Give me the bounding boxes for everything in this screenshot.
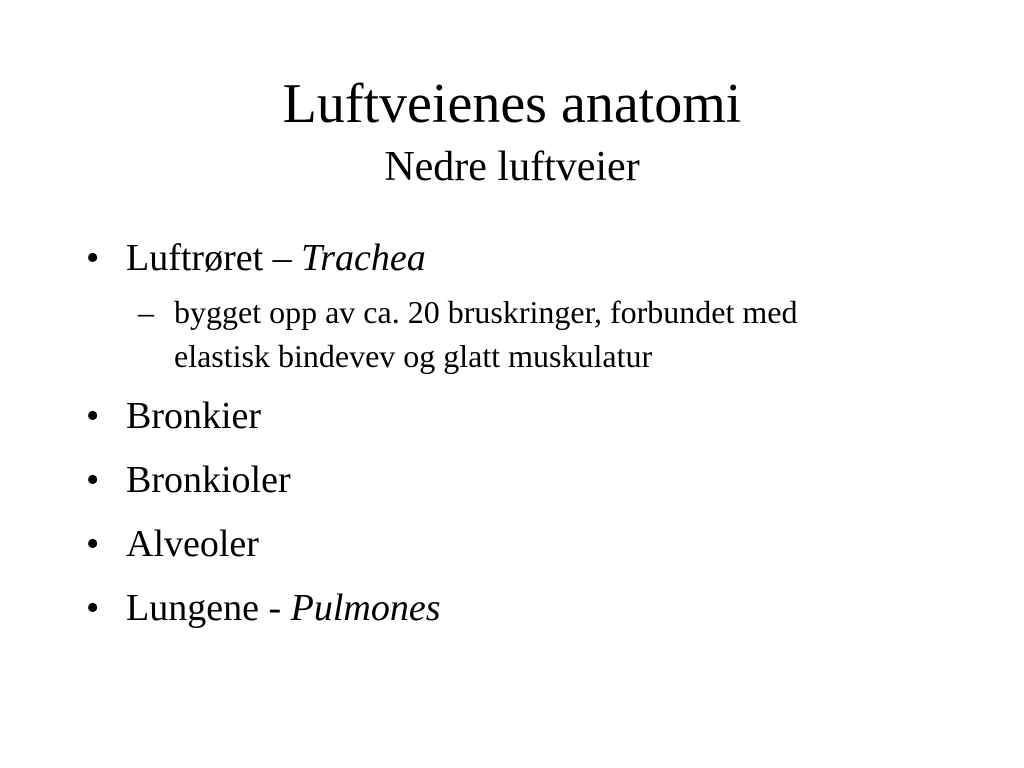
- sub-bullet-list: [126, 290, 946, 378]
- title-block: [0, 72, 1024, 192]
- bullet-dot-icon: •: [86, 587, 100, 629]
- bullet-text: Alveoler: [126, 523, 259, 565]
- dash-icon: –: [138, 294, 154, 330]
- slide-title: Luftveienes anatomi: [282, 73, 742, 135]
- slide-subtitle: Nedre luftveier: [384, 144, 640, 190]
- bullet-dot-icon: •: [86, 459, 100, 501]
- sub-bullet-text: bygget opp av ca. 20 bruskringer, forbundet med elastisk bindevev og glatt muskulatur: [174, 294, 798, 374]
- bullet-dot-icon: •: [86, 523, 100, 565]
- bullet-list: [86, 232, 946, 646]
- bullet-item-bronkioler: [86, 454, 946, 506]
- bullet-latin-term: Trachea: [301, 237, 426, 279]
- bullet-dot-icon: •: [86, 395, 100, 437]
- bullet-item-bronkier: [86, 390, 946, 442]
- bullet-latin-term: Pulmones: [290, 587, 441, 629]
- bullet-item-alveoler: [86, 518, 946, 570]
- sub-bullet-item: [126, 290, 874, 378]
- bullet-dot-icon: •: [86, 237, 100, 279]
- bullet-text: Luftrøret –: [126, 237, 302, 279]
- bullet-item-lungene: [86, 582, 946, 634]
- bullet-text: Bronkier: [126, 395, 262, 437]
- bullet-text: Bronkioler: [126, 459, 291, 501]
- bullet-item-trachea: [86, 232, 946, 378]
- bullet-text: Lungene -: [126, 587, 291, 629]
